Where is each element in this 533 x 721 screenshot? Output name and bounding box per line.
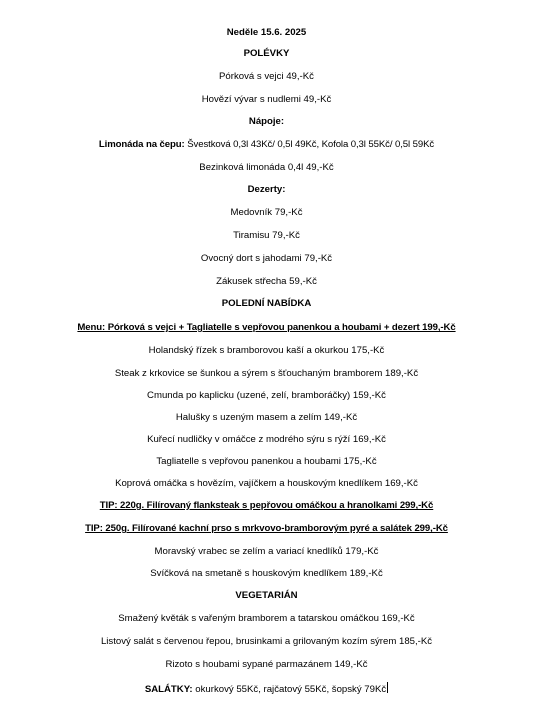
lunch-item: Moravský vrabec se zelím a variací knedlíků 179,-Kč (154, 546, 379, 557)
lunch-item: Holandský řízek s bramborovou kaší a okurkou 175,-Kč (148, 345, 385, 356)
elder-lemonade: Bezinková limonáda 0,4l 49,-Kč (199, 162, 334, 173)
lunch-heading: POLEDNÍ NABÍDKA (221, 298, 312, 309)
menu-date: Neděle 15.6. 2025 (226, 27, 307, 38)
soups-heading: POLÉVKY (243, 48, 290, 59)
soup-item: Pórková s vejci 49,-Kč (219, 71, 314, 82)
vegetarian-item: Rizoto s houbami sypané parmazánem 149,-Kč (165, 659, 368, 670)
lunch-tip: TIP: 250g. Filírované kachní prso s mrkvovo-bramborovým pyré a salátek 299,-Kč (85, 523, 448, 534)
vegetarian-heading: VEGETARIÁN (235, 590, 298, 601)
lunch-item: Tagliatelle s vepřovou panenkou a houbami 175,-Kč (156, 456, 377, 467)
lunch-item: Halušky s uzeným masem a zelím 149,-Kč (175, 412, 358, 423)
soup-item: Hovězí vývar s nudlemi 49,-Kč (201, 94, 332, 105)
desserts-heading: Dezerty: (247, 184, 286, 195)
salads-label: SALÁTKY: (144, 684, 193, 695)
tap-lemonade-line (0, 139, 533, 151)
vegetarian-item: Listový salát s červenou řepou, brusinkami a grilovaným kozím sýrem 185,-Kč (100, 636, 433, 647)
lunch-item: Cmunda po kaplicku (uzené, zelí, bramboráčky) 159,-Kč (147, 390, 386, 401)
dessert-item: Ovocný dort s jahodami 79,-Kč (200, 253, 333, 264)
salads-line (0, 682, 533, 696)
dessert-item: Medovník 79,-Kč (230, 207, 303, 218)
tap-lemonade-label: Limonáda na čepu: (98, 139, 185, 150)
lunch-item: Koprová omáčka s hovězím, vajíčkem a houskovým knedlíkem 169,-Kč (115, 478, 418, 489)
tap-lemonade-prices: Švestková 0,3l 43Kč/ 0,5l 49Kč, Kofola 0,3l 55Kč/ 0,5l 59Kč (184, 139, 435, 150)
vegetarian-item: Smažený květák s vařeným bramborem a tatarskou omáčkou 169,-Kč (118, 613, 415, 624)
lunch-menu-offer: Menu: Pórková s vejci + Tagliatelle s vepřovou panenkou a houbami + dezert 199,-Kč (77, 322, 456, 333)
dessert-item: Tiramisu 79,-Kč (233, 230, 300, 241)
salads-prices: okurkový 55Kč, rajčatový 55Kč, šopský 79Kč (192, 684, 387, 695)
lunch-item: Svíčková na smetaně s houskovým knedlíkem 189,-Kč (150, 568, 383, 579)
lunch-item: Kuřecí nudličky v omáčce z modrého sýru s rýží 169,-Kč (147, 434, 386, 445)
dessert-item: Zákusek střecha 59,-Kč (216, 276, 317, 287)
lunch-item: Steak z krkovice se šunkou a sýrem s šťouchaným bramborem 189,-Kč (114, 368, 419, 379)
drinks-heading: Nápoje: (248, 116, 285, 127)
text-cursor (387, 682, 388, 693)
lunch-tip: TIP: 220g. Filírovaný flanksteak s pepřovou omáčkou a hranolkami 299,-Kč (99, 500, 434, 511)
